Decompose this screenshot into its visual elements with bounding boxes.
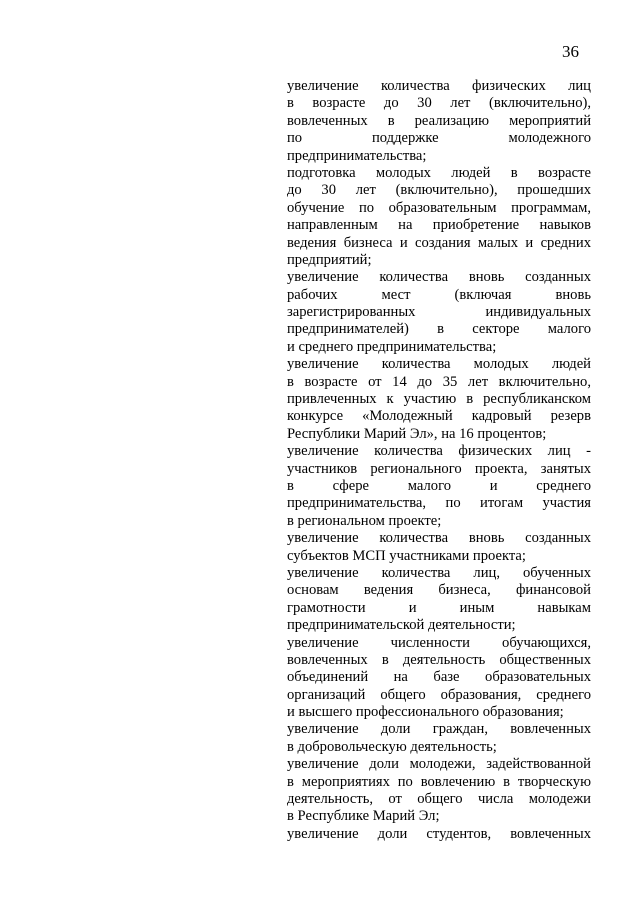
text-line: подготовка молодых людей в возрасте bbox=[287, 164, 591, 181]
text-line: в региональном проекте; bbox=[287, 512, 442, 529]
text-line: предпринимательской деятельности; bbox=[287, 617, 516, 634]
text-line: объединений на базе образовательных bbox=[287, 669, 591, 686]
text-line: конкурсе «Молодежный кадровый резерв bbox=[287, 408, 591, 425]
text-line: вовлеченных в реализацию мероприятий bbox=[287, 112, 591, 129]
text-line: в сфере малого и среднего bbox=[287, 477, 591, 494]
text-line: в добровольческую деятельность; bbox=[287, 738, 497, 755]
text-line: субъектов МСП участниками проекта; bbox=[287, 547, 526, 564]
text-line: до 30 лет (включительно), прошедших bbox=[287, 182, 591, 199]
text-line: в мероприятиях по вовлечению в творческую bbox=[287, 773, 591, 790]
text-line: участников регионального проекта, занятых bbox=[287, 460, 591, 477]
text-line: увеличение доли граждан, вовлеченных bbox=[287, 721, 591, 738]
text-line: и высшего профессионального образования; bbox=[287, 704, 564, 721]
text-line: обучение по образовательным программам, bbox=[287, 199, 591, 216]
text-line: по поддержке молодежного bbox=[287, 130, 591, 147]
text-line: вовлеченных в деятельность общественных bbox=[287, 651, 591, 668]
text-line: направленным на приобретение навыков bbox=[287, 217, 591, 234]
page-number: 36 bbox=[562, 42, 579, 61]
text-line: основам ведения бизнеса, финансовой bbox=[287, 582, 591, 599]
text-line: рабочих мест (включая вновь bbox=[287, 286, 591, 303]
text-line: привлеченных к участию в республиканском bbox=[287, 391, 591, 408]
text-line: грамотности и иным навыкам bbox=[287, 599, 591, 616]
text-line: деятельность, от общего числа молодежи bbox=[287, 791, 591, 808]
body-text-column bbox=[287, 78, 591, 843]
text-line: в возрасте от 14 до 35 лет включительно, bbox=[287, 373, 591, 390]
text-line: предпринимательства; bbox=[287, 147, 427, 164]
text-line: увеличение количества физических лиц - bbox=[287, 443, 591, 460]
text-line: предпринимательства, по итогам участия bbox=[287, 495, 591, 512]
text-line: увеличение доли молодежи, задействованной bbox=[287, 756, 591, 773]
text-line: увеличение количества вновь созданных bbox=[287, 530, 591, 547]
text-line: Республики Марий Эл», на 16 процентов; bbox=[287, 425, 547, 442]
text-line: увеличение количества физических лиц bbox=[287, 78, 591, 94]
text-line: организаций общего образования, среднего bbox=[287, 686, 591, 703]
text-line: увеличение количества лиц, обученных bbox=[287, 564, 591, 581]
text-line: увеличение доли студентов, вовлеченных bbox=[287, 825, 591, 842]
text-line: предприятий; bbox=[287, 251, 372, 268]
text-line: зарегистрированных индивидуальных bbox=[287, 304, 591, 321]
text-line: увеличение количества вновь созданных bbox=[287, 269, 591, 286]
text-line: ведения бизнеса и создания малых и средних bbox=[287, 234, 591, 251]
text-line: предпринимателей) в секторе малого bbox=[287, 321, 591, 338]
text-line: увеличение численности обучающихся, bbox=[287, 634, 591, 651]
text-line: увеличение количества молодых людей bbox=[287, 356, 591, 373]
text-line: и среднего предпринимательства; bbox=[287, 338, 497, 355]
text-line: в возрасте до 30 лет (включительно), bbox=[287, 95, 591, 112]
text-line: в Республике Марий Эл; bbox=[287, 808, 440, 825]
